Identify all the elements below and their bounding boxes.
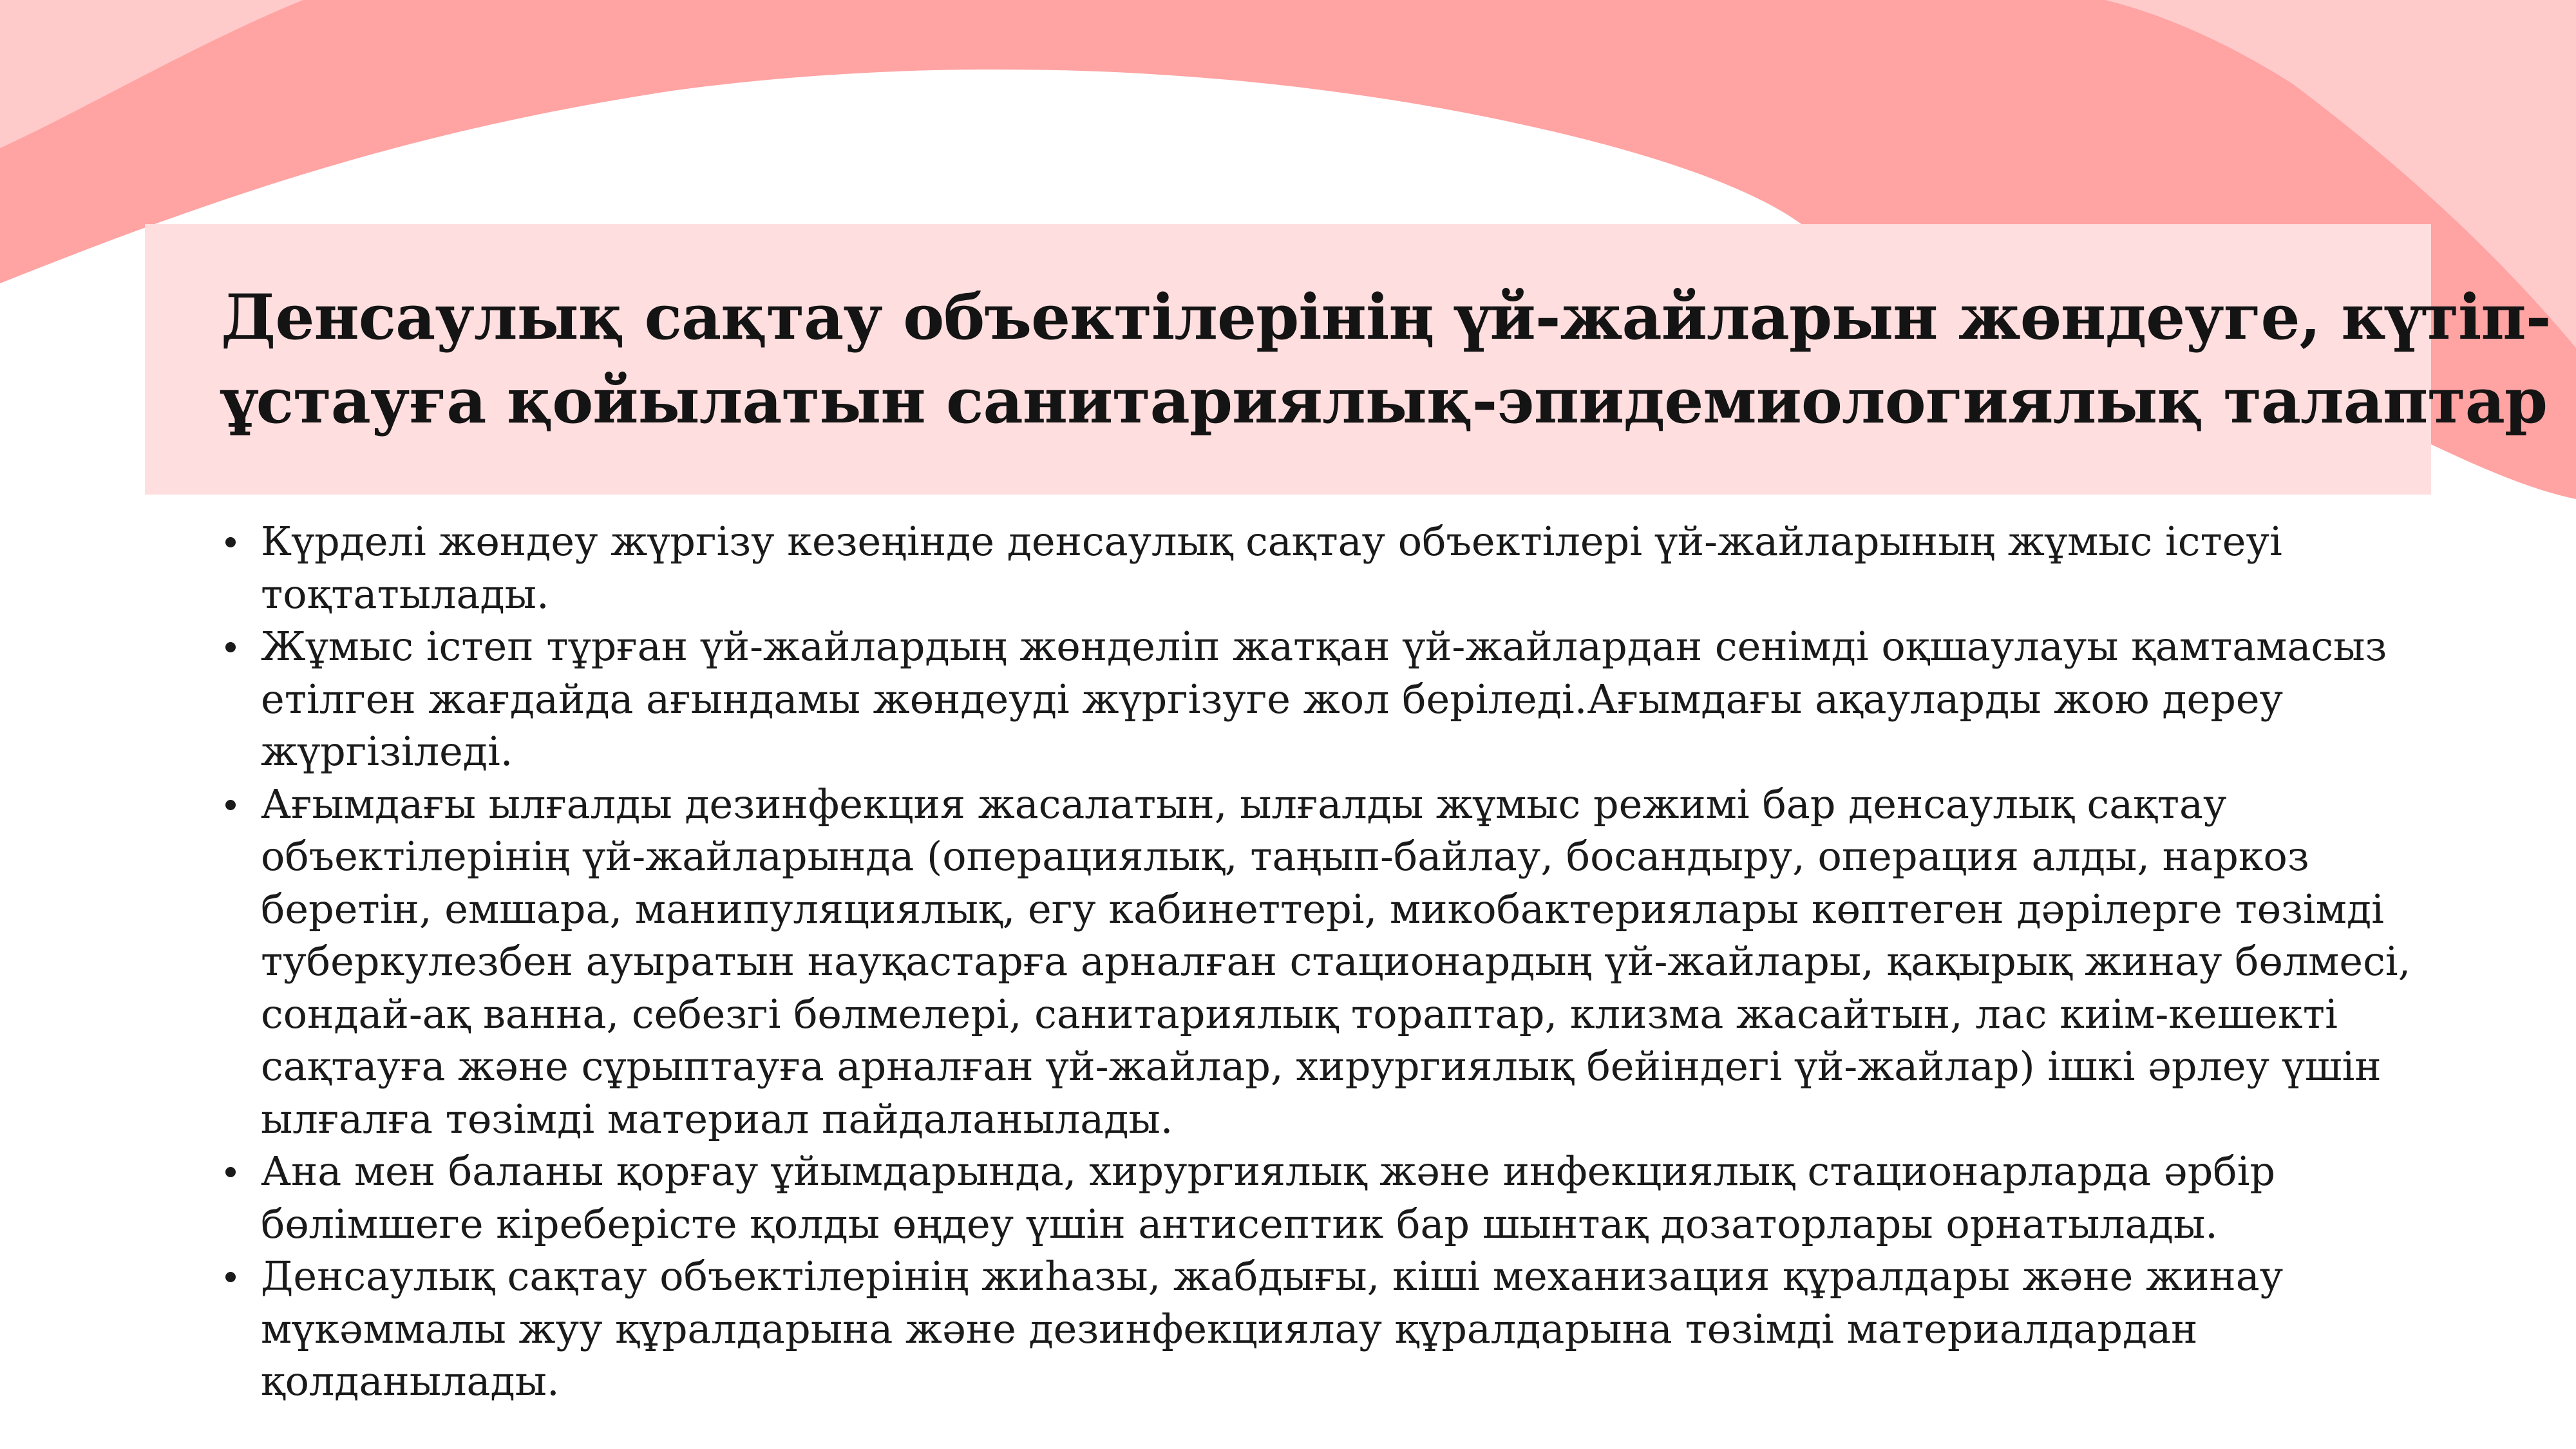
bullet-line: объектілерінің үй-жайларында (операциялық, таңып-байлау, босандыру, операция алды, наркоз	[261, 833, 2309, 880]
bullet-item	[213, 515, 2415, 620]
bullet-line: мүкәммалы жуу құралдарына және дезинфекциялау құралдарына төзімді материалдардан	[261, 1305, 2198, 1352]
slide-title-line: Денсаулық сақтау объектілерінің үй-жайларын жөндеуге, күтіп-	[221, 281, 2551, 354]
bullet-line: тоқтатылады.	[261, 570, 549, 618]
bullet-line: етілген жағдайда ағындамы жөндеуді жүргізуге жол беріледі.Ағымдағы ақауларды жою дереу	[261, 675, 2284, 723]
bullet-line: ылғалға төзімді материал пайдаланылады.	[261, 1095, 1173, 1142]
bullet-line: Күрделі жөндеу жүргізу кезеңінде денсаулық сақтау объектілері үй-жайларының жұмыс істеуі	[261, 518, 2282, 565]
bullet-line: Ана мен баланы қорғау ұйымдарында, хирургиялық және инфекциялық стационарларда әрбір	[261, 1148, 2276, 1195]
bullet-line: беретін, емшара, манипуляциялық, егу кабинеттері, микобактериялары көптеген дәрілерге төзімді	[261, 885, 2384, 933]
bullet-line: сақтауға және сұрыптауға арналған үй-жайлар, хирургиялық бейіндегі үй-жайлар) ішкі әрлеу үшін	[261, 1043, 2382, 1090]
bullet-item	[213, 620, 2415, 778]
bullet-line: сондай-ақ ванна, себезгі бөлмелері, санитариялық тораптар, клизма жасайтын, лас киім-кешекті	[261, 990, 2338, 1037]
slide-title	[221, 276, 2551, 443]
bullet-item	[213, 1145, 2415, 1250]
bullet-line: Жұмыс істеп тұрған үй-жайлардың жөнделіп жатқан үй-жайлардан сенімді оқшаулауы қамтамасыз	[261, 623, 2387, 670]
bullet-line: Денсаулық сақтау объектілерінің жиһазы, жабдығы, кіші механизация құралдары және жинау	[261, 1253, 2284, 1300]
slide-title-line: ұстауға қойылатын санитариялық-эпидемиологиялық талаптар	[221, 365, 2548, 437]
title-box	[145, 224, 2551, 495]
bullet-line: бөлімшеге кіреберісте қолды өңдеу үшін антисептик бар шынтақ дозаторлары орнатылады.	[261, 1200, 2218, 1247]
bullet-item	[213, 1250, 2415, 1408]
bullet-list	[213, 515, 2415, 1408]
bullet-line: қолданылады.	[261, 1358, 560, 1405]
bullet-line: туберкулезбен ауыратын науқастарға арналған стационардың үй-жайлары, қақырық жинау бөлмесі,	[261, 938, 2411, 985]
bullet-line: жүргізіледі.	[261, 728, 513, 775]
bullet-item	[213, 778, 2415, 1146]
bullet-line: Ағымдағы ылғалды дезинфекция жасалатын, ылғалды жұмыс режимі бар денсаулық сақтау	[261, 780, 2227, 828]
